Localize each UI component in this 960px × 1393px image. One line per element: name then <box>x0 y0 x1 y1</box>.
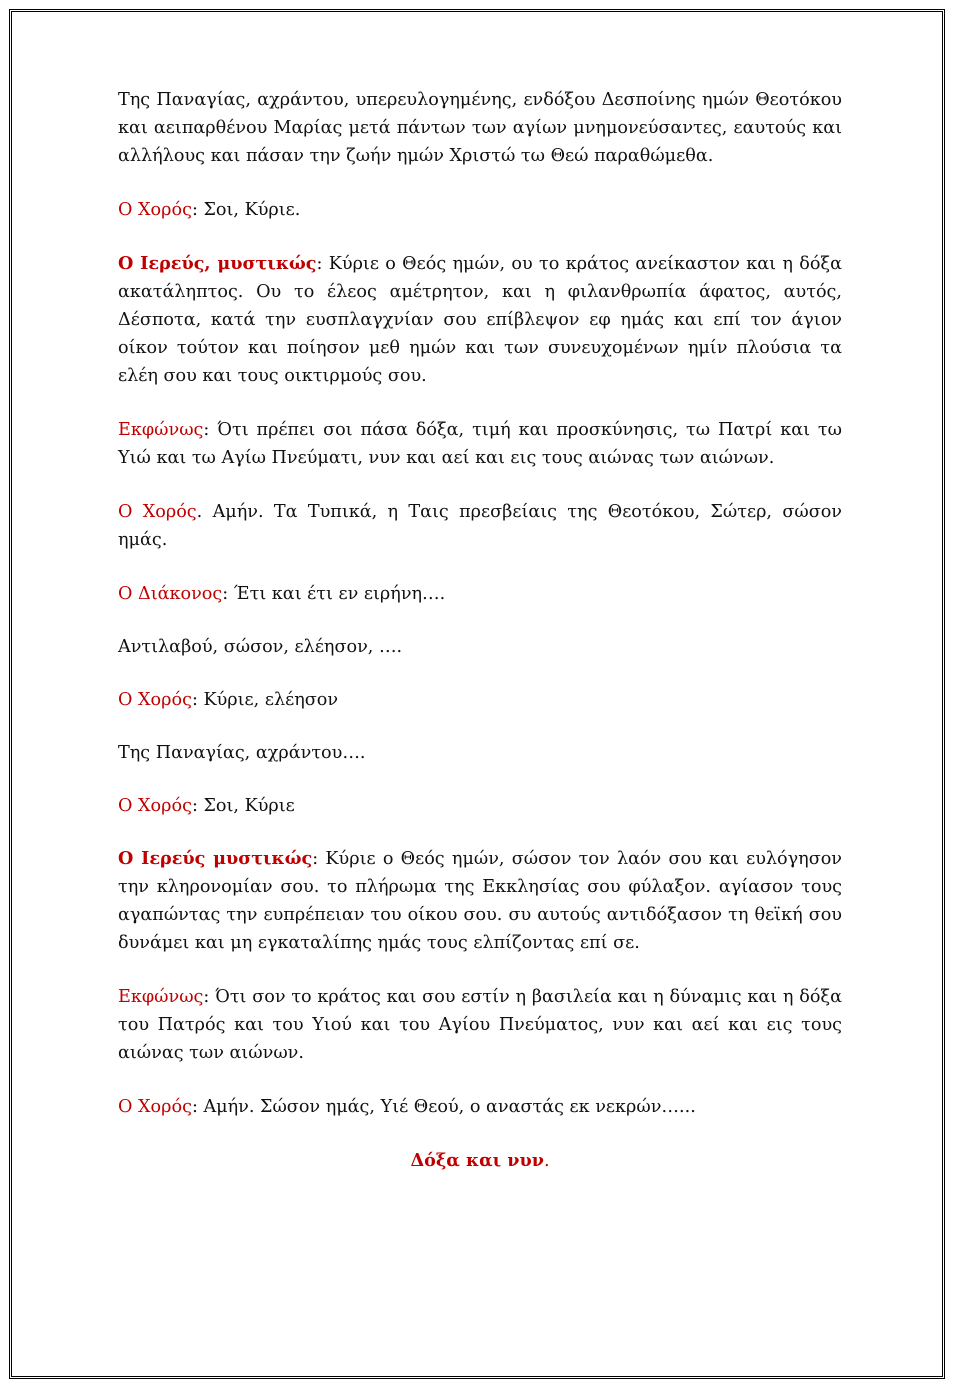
speaker-label: Ο Ιερεύς μυστικώς <box>118 848 313 869</box>
text-run: Αντιλαβού, σώσον, ελέησον, …. <box>118 637 403 657</box>
speaker-label: Εκφώνως <box>118 420 204 440</box>
text-run: : Ότι πρέπει σοι πάσα δόξα, τιμή και προσκύνησις, τω Πατρί και τω Υιώ και τω Αγίω Πνεύματι, νυν και αεί και εις τους αιώνας των αιώνων. <box>118 420 842 468</box>
paragraph-commemoration <box>118 86 842 170</box>
speaker-label: Ο Διάκονος <box>118 584 223 604</box>
document-body <box>118 86 842 1201</box>
text-run: : Σοι, Κύριε. <box>191 200 301 220</box>
text-run: . <box>543 1151 550 1171</box>
paragraph-choir-amen <box>118 498 842 554</box>
text-run: : Κύριε, ελέησον <box>191 690 339 710</box>
speaker-label: Ο Χορός <box>118 1097 192 1117</box>
paragraph-theotokos <box>118 739 842 767</box>
speaker-label: Εκφώνως <box>118 987 204 1007</box>
glory-heading: Δόξα και νυν <box>410 1150 544 1171</box>
paragraph-choir-save-us <box>118 1093 842 1121</box>
text-run: : Κύριε ο Θεός ημών, ου το κράτος ανείκαστον και η δόξα ακατάληπτος. Ου το έλεος αμέτρητον, και η φιλανθρωπία άφατος, αυτός, Δέσποτα, κατά την ευσπλαγχνίαν σου επίβλεψον εφ ημάς και επί τον άγιον οίκον τούτον και ποίησον μεθ ημών και των συνευχομένων ημίν πλούσια τα ελέη σου και τους οικτιρμούς σου. <box>118 254 842 386</box>
text-run: : Κύριε ο Θεός ημών, σώσον τον λαόν σου και ευλόγησον την κληρονομίαν σου. το πλήρωμα της Εκκλησίας σου φύλαξον. αγίασον τους αγαπώντας την ευπρέπειαν του οίκου σου. συ αυτούς αντιδόξασον τη θεϊκή σου δυνάμει και μη εγκαταλίπης ημάς τους ελπίζοντας επί σε. <box>118 849 842 953</box>
paragraph-choir-kyrie <box>118 686 842 714</box>
text-run: : Αμήν. Σώσον ημάς, Υιέ Θεού, ο αναστάς εκ νεκρών…... <box>191 1097 696 1117</box>
speaker-label: Ο Χορός <box>118 796 192 816</box>
text-run: . Αμήν. Τα Τυπικά, η Ταις πρεσβείαις της Θεοτόκου, Σώτερ, σώσον ημάς. <box>118 502 842 550</box>
speaker-label: Ο Χορός <box>118 200 192 220</box>
text-run: Της Παναγίας, αχράντου, υπερευλογημένης, ενδόξου Δεσποίνης ημών Θεοτόκου και αειπαρθένου Μαρίας μετά πάντων των αγίων μνημονεύσαντες, εαυτούς και αλλήλους και πάσαν την ζωήν ημών Χριστώ τω Θεώ παραθώμεθα. <box>118 90 842 166</box>
paragraph-choir-response <box>118 196 842 224</box>
paragraph-glory <box>118 1147 842 1175</box>
paragraph-deacon <box>118 580 842 608</box>
paragraph-choir-to-you <box>118 792 842 820</box>
paragraph-exclamation-2 <box>118 983 842 1067</box>
text-run: : Ότι σον το κράτος και σου εστίν η βασιλεία και η δύναμις και η δόξα του Πατρός και του Υιού και του Αγίου Πνεύματος, νυν και αεί και εις τους αιώνας των αιώνων. <box>118 987 842 1063</box>
speaker-label: Ο Χορός <box>118 502 197 522</box>
speaker-label: Ο Χορός <box>118 690 192 710</box>
text-run: : Έτι και έτι εν ειρήνη…. <box>222 584 446 604</box>
text-run: Της Παναγίας, αχράντου…. <box>118 743 366 763</box>
paragraph-priest-prayer-2 <box>118 845 842 957</box>
paragraph-help-us <box>118 633 842 661</box>
paragraph-exclamation <box>118 416 842 472</box>
paragraph-priest-prayer <box>118 250 842 390</box>
text-run: : Σοι, Κύριε <box>191 796 295 816</box>
speaker-label: Ο Ιερεύς, μυστικώς <box>118 253 317 274</box>
